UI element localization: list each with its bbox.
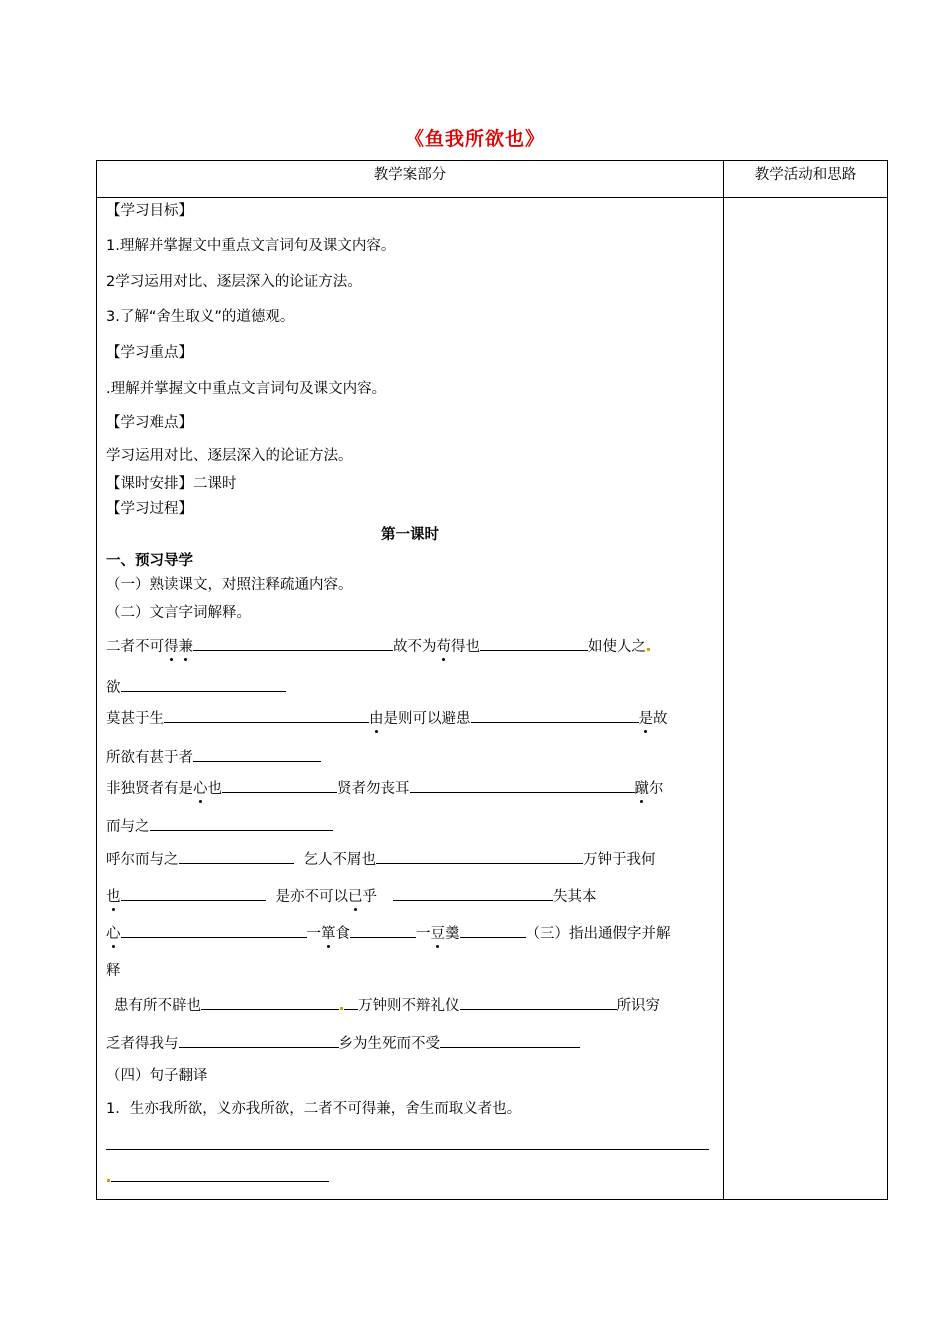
goal-2: 2学习运用对比、逐层深入的论证方法。 (106, 274, 362, 290)
lesson-one-heading: 第一课时 (381, 527, 439, 543)
section-process: 【学习过程】 (106, 501, 193, 517)
exercise-line-4: 所欲有甚于者 (106, 746, 321, 768)
exercise-line-2: 欲 (106, 676, 286, 698)
exercise-line-12: 乏者得我与 乡为生死而不受 (106, 1032, 580, 1054)
preview-item-2: （二）文言字词解释。 (106, 605, 251, 621)
exercise-line-3: 莫甚于生 由是则可以避患 是故 (106, 707, 668, 729)
exercise-line-8: 也 是亦不可以已乎 失其本 (106, 885, 597, 907)
header-lesson-plan: 教学案部分 (373, 167, 447, 183)
answer-line-2[interactable] (106, 1166, 329, 1188)
exercise-line-9: 心 一箪食 一豆羹 （三）指出通假字并解 (106, 922, 671, 944)
preview-heading: 一、预习导学 (106, 553, 193, 569)
key-point-text: .理解并掌握文中重点文言词句及课文内容。 (106, 381, 387, 397)
exercise-line-7: 呼尔而与之 乞人不屑也 万钟于我何 (106, 848, 656, 870)
difficulty-text: 学习运用对比、逐层深入的论证方法。 (106, 448, 353, 464)
exercise-line-11: 患有所不辟也 万钟则不辩礼仪 所识穷 (106, 994, 660, 1016)
section-key-points: 【学习重点】 (106, 345, 193, 361)
goal-1: 1.理解并掌握文中重点文言词句及课文内容。 (106, 238, 396, 254)
column-divider (723, 161, 724, 1199)
lesson-table (96, 160, 888, 1200)
translation-item-1: 1．生亦我所欲，义亦我所欲，二者不可得兼，舍生而取义者也。 (106, 1101, 522, 1117)
exercise-line-6: 而与之 (106, 815, 333, 837)
exercise-line-1: 二者不可得兼 故不为苟得也 如使人之 (106, 635, 651, 657)
schedule-text: 【课时安排】二课时 (106, 476, 237, 492)
document-title: 《鱼我所欲也》 (404, 128, 545, 150)
translation-heading: （四）句子翻译 (106, 1068, 208, 1084)
exercise-line-5: 非独贤者有是心也 贤者勿丧耳 蹴尔 (106, 777, 664, 799)
goal-3: 3.了解“舍生取义”的道德观。 (106, 309, 295, 325)
answer-line-1[interactable] (106, 1149, 709, 1150)
preview-item-1: （一）熟读课文，对照注释疏通内容。 (106, 577, 353, 593)
header-activities: 教学活动和思路 (754, 167, 857, 183)
section-difficulties: 【学习难点】 (106, 415, 193, 431)
section-learning-goals: 【学习目标】 (106, 203, 193, 219)
exercise-line-10: 释 (106, 963, 121, 979)
